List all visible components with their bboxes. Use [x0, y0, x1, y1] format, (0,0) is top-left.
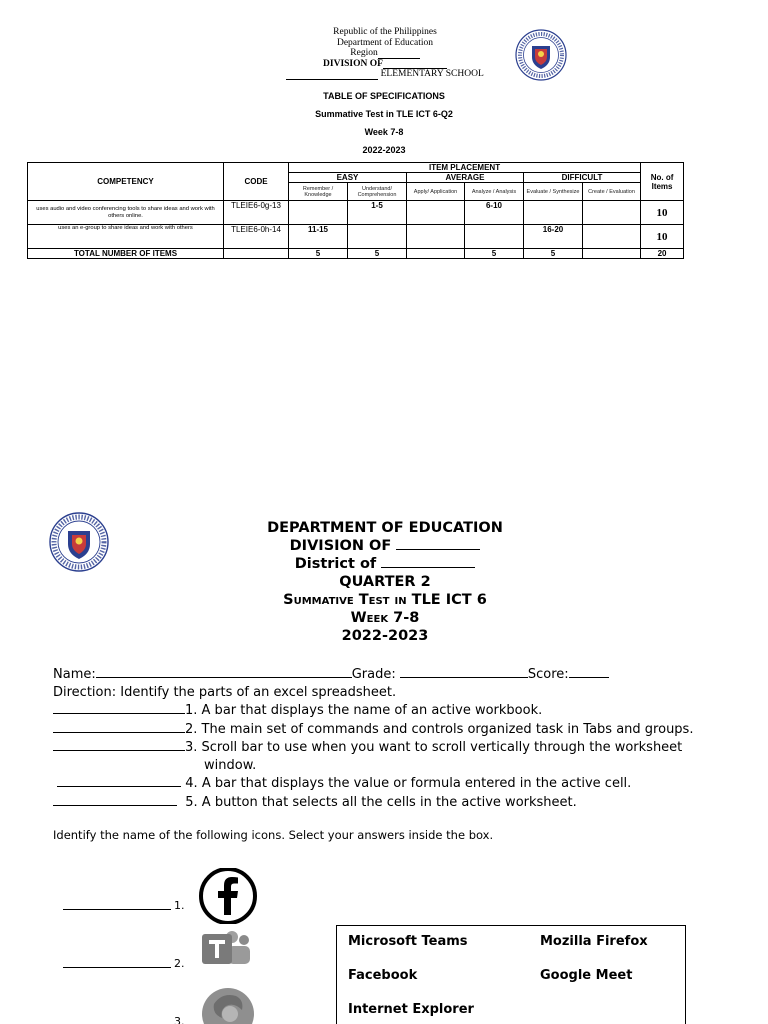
icon-instruction: Identify the name of the following icons. Select your answers inside the box.	[53, 828, 494, 842]
total-cell	[583, 249, 641, 259]
header-republic: Republic of the Philippines	[333, 27, 437, 37]
total-cell: 5	[524, 249, 583, 259]
answer-choice: Google Meet	[540, 968, 633, 983]
answer-choice: Internet Explorer	[348, 1002, 474, 1017]
question-text: 3. Scroll bar to use when you want to scroll vertically through the worksheet	[185, 740, 683, 755]
header-department: Department of Education	[336, 37, 434, 48]
icon-question-item	[63, 926, 263, 982]
total-label: TOTAL NUMBER OF ITEMS	[28, 249, 224, 259]
header-easy: EASY	[289, 173, 407, 183]
total-cell: 5	[289, 249, 348, 259]
placement-cell	[583, 201, 641, 225]
specification-title	[284, 90, 484, 162]
code-cell: TLEIE6-0h-14	[224, 225, 289, 249]
placement-cell	[289, 201, 348, 225]
name-field[interactable]	[96, 665, 352, 678]
total-cell	[407, 249, 465, 259]
header-average: AVERAGE	[407, 173, 524, 183]
title-summative-test: Summative Test in TLE ICT 6-Q2	[315, 109, 453, 119]
header-region: Region	[250, 48, 520, 59]
specification-table	[27, 162, 684, 259]
items-cell: 10	[641, 225, 684, 249]
subheader-evaluate: Evaluate / Synthesize	[524, 183, 583, 201]
header-division: DIVISION OF	[240, 537, 530, 555]
answer-blank[interactable]	[63, 909, 171, 910]
question-item	[53, 738, 733, 757]
subheader-remember: Remember / Knowledge	[289, 183, 348, 201]
icon-question-item	[63, 984, 263, 1024]
header-quarter: QUARTER 2	[339, 574, 431, 590]
header-item-placement: ITEM PLACEMENT	[289, 163, 641, 173]
microsoft-teams-icon	[198, 926, 258, 974]
placement-cell	[407, 201, 465, 225]
deped-seal-icon	[48, 511, 110, 573]
answer-choice: Microsoft Teams	[348, 934, 468, 949]
score-field[interactable]	[569, 665, 609, 678]
answer-blank[interactable]	[53, 793, 177, 806]
answer-choice: Mozilla Firefox	[540, 934, 648, 949]
placement-cell	[583, 225, 641, 249]
question-continuation: window.	[204, 757, 257, 773]
answer-blank[interactable]	[53, 701, 185, 714]
subheader-apply: Apply/ Application	[407, 183, 465, 201]
placement-cell: 1-5	[348, 201, 407, 225]
subheader-analyze: Analyze / Analysis	[465, 183, 524, 201]
question-text: 5. A button that selects all the cells in the active worksheet.	[185, 794, 577, 810]
table-row	[28, 201, 684, 225]
total-items-cell: 20	[641, 249, 684, 259]
code-cell: TLEIE6-0g-13	[224, 201, 289, 225]
subheader-understand: Understand/ Comprehension	[348, 183, 407, 201]
total-cell: 5	[348, 249, 407, 259]
quiz-section	[53, 665, 733, 811]
total-cell: 5	[465, 249, 524, 259]
placement-cell	[348, 225, 407, 249]
firefox-icon	[198, 984, 258, 1024]
total-code-cell	[224, 249, 289, 259]
facebook-icon	[198, 868, 258, 924]
competency-cell: uses audio and video conferencing tools to share ideas and work with others online.	[28, 201, 224, 225]
icon-question-number: 1.	[174, 899, 185, 912]
placement-cell: 6-10	[465, 201, 524, 225]
icon-question-item	[63, 868, 263, 924]
icon-question-number: 2.	[174, 957, 185, 970]
answer-choices-box	[336, 925, 686, 1024]
total-row	[28, 249, 684, 259]
header-code: CODE	[224, 163, 289, 201]
answer-blank[interactable]	[63, 967, 171, 968]
placement-cell	[524, 201, 583, 225]
header-competency: COMPETENCY	[28, 163, 224, 201]
title-week: Week 7-8	[364, 127, 404, 137]
placement-cell	[465, 225, 524, 249]
score-label: Score:	[527, 667, 569, 682]
grade-field[interactable]	[400, 665, 528, 678]
grade-label: Grade:	[351, 667, 396, 682]
answer-blank[interactable]	[53, 720, 185, 733]
student-info-line	[53, 665, 733, 684]
header-school-year: 2022-2023	[341, 628, 429, 644]
items-cell: 10	[641, 201, 684, 225]
question-item	[53, 701, 733, 720]
header-division: DIVISION OF	[250, 59, 520, 70]
table-row	[28, 225, 684, 249]
question-text: 2. The main set of commands and controls organized task in Tabs and groups.	[185, 721, 694, 737]
header-summative-test: Summative Test in TLE ICT 6	[283, 592, 487, 608]
header-school: ELEMENTARY SCHOOL	[250, 69, 520, 80]
header-district: District of	[240, 555, 530, 573]
subheader-create: Create / Evaluation	[583, 183, 641, 201]
title-table-of-specifications: TABLE OF SPECIFICATIONS	[323, 91, 445, 101]
placement-cell	[407, 225, 465, 249]
deped-seal-icon	[515, 29, 567, 81]
question-item	[53, 720, 733, 739]
question-item	[53, 774, 733, 793]
title-school-year: 2022-2023	[362, 145, 406, 155]
direction-text: Direction: Identify the parts of an excel spreadsheet.	[53, 684, 397, 700]
answer-blank[interactable]	[57, 774, 181, 787]
icon-question-number: 3.	[174, 1015, 185, 1024]
answer-blank[interactable]	[53, 738, 185, 751]
header-no-of-items: No. of Items	[641, 163, 684, 201]
answer-choice: Facebook	[348, 968, 418, 983]
competency-cell: uses an e-group to share ideas and work with others	[28, 225, 224, 249]
question-text: 1. A bar that displays the name of an active workbook.	[185, 703, 543, 718]
header-week: Week 7-8	[350, 610, 420, 626]
document-header	[250, 27, 520, 80]
header-difficult: DIFFICULT	[524, 173, 641, 183]
question-item	[53, 793, 733, 812]
placement-cell: 16-20	[524, 225, 583, 249]
test-header	[240, 519, 530, 645]
header-department-of-education: DEPARTMENT OF EDUCATION	[267, 520, 503, 536]
placement-cell: 11-15	[289, 225, 348, 249]
name-label: Name:	[53, 667, 96, 682]
question-text: 4. A bar that displays the value or formula entered in the active cell.	[185, 776, 632, 791]
